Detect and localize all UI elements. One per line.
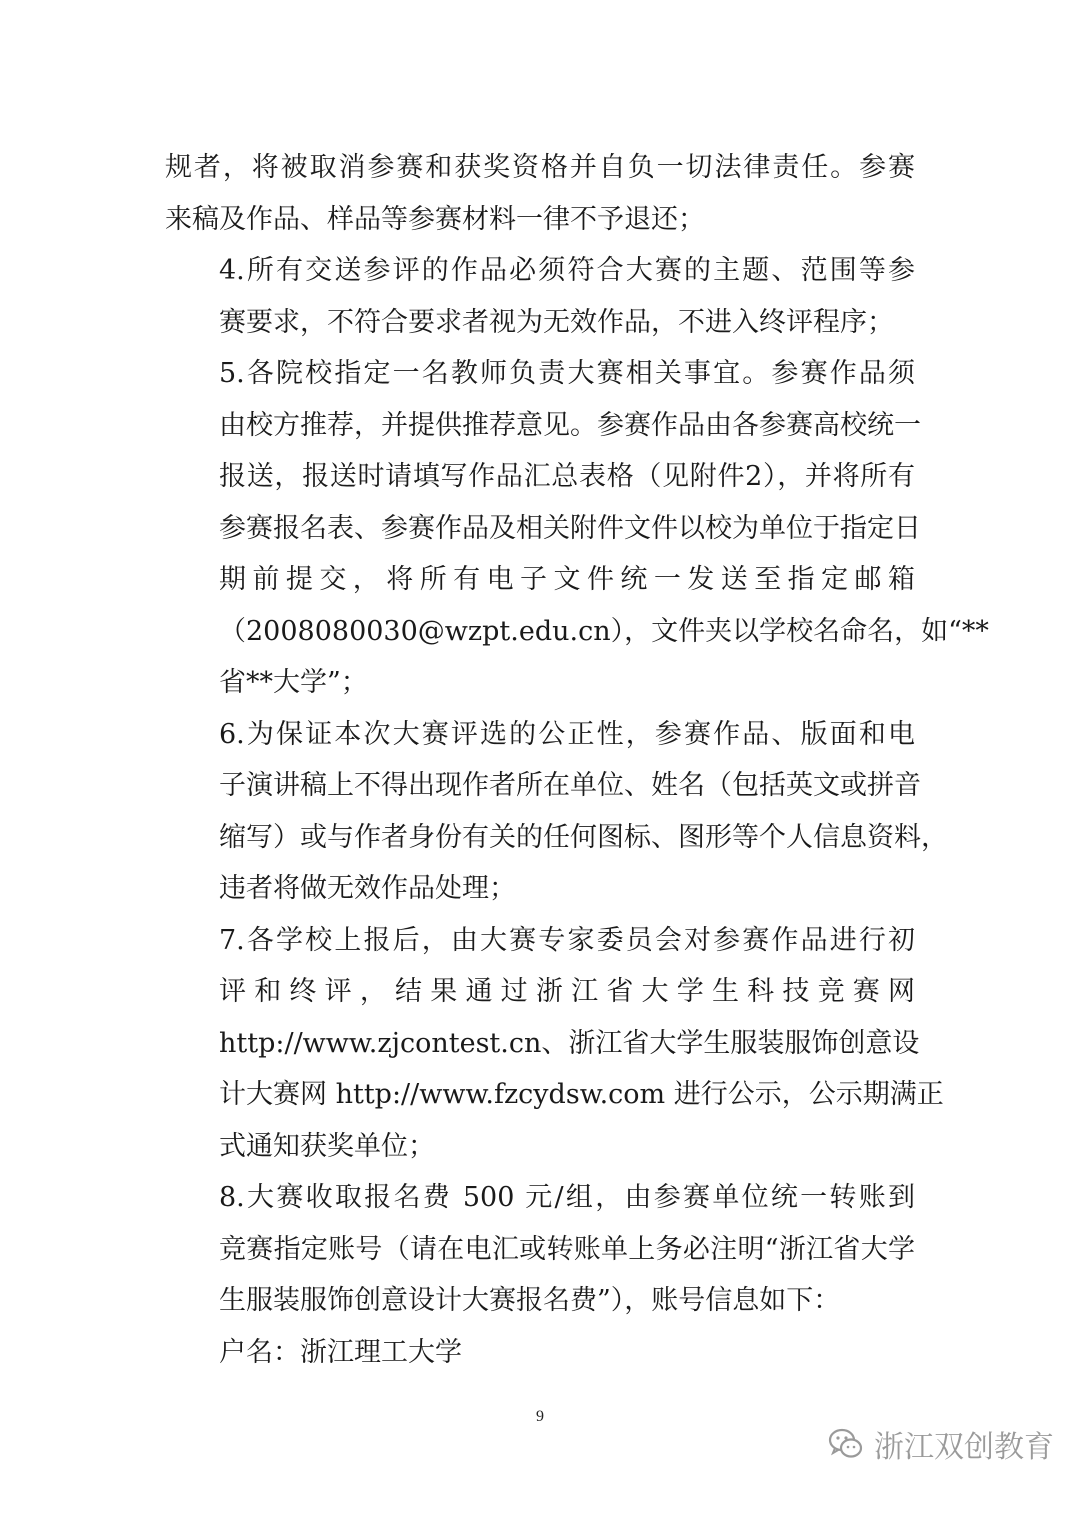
text-line: 报送，报送时请填写作品汇总表格（见附件2），并将所有 <box>219 461 915 492</box>
text-line: 户名：浙江理工大学 <box>219 1336 462 1368</box>
paragraph <box>165 348 989 709</box>
paragraph <box>165 1327 915 1379</box>
watermark-text: 浙江双创教育 <box>874 1430 1054 1465</box>
text-line: 7.各学校上报后，由大赛专家委员会对参赛作品进行初 <box>219 924 915 956</box>
text-line: 式通知获奖单位； <box>219 1130 435 1162</box>
text-line: 评和终评，结果通过浙江省大学生科技竞赛网 <box>219 976 915 1007</box>
text-line: http://www.zjcontest.cn、浙江省大学生服装服饰创意设 <box>219 1027 920 1059</box>
paragraph <box>165 915 944 1173</box>
watermark <box>828 1422 1054 1466</box>
text-line: 5.各院校指定一名教师负责大赛相关事宜。参赛作品须 <box>219 358 915 389</box>
text-line: 由校方推荐，并提供推荐意见。参赛作品由各参赛高校统一 <box>219 409 921 441</box>
text-line: 省**大学”； <box>219 667 368 698</box>
text-line: 计大赛网 http://www.fzcydsw.com 进行公示，公示期满正 <box>219 1079 944 1110</box>
text-line: 规者，将被取消参赛和获奖资格并自负一切法律责任。参赛 <box>165 152 915 183</box>
text-line: 期前提交，将所有电子文件统一发送至指定邮箱 <box>219 564 915 595</box>
wechat-icon <box>828 1428 864 1460</box>
text-line: 4.所有交送参评的作品必须符合大赛的主题、范围等参 <box>219 255 915 286</box>
text-line: 来稿及作品、样品等参赛材料一律不予退还； <box>165 203 705 235</box>
text-line: 6.为保证本次大赛评选的公正性，参赛作品、版面和电 <box>219 718 915 750</box>
paragraph <box>165 142 915 245</box>
page-number: 9 <box>536 1408 544 1425</box>
text-line: 违者将做无效作品处理； <box>219 873 516 904</box>
text-line: 缩写）或与作者身份有关的任何图标、图形等个人信息资料， <box>219 821 948 853</box>
text-line: 8.大赛收取报名费 500 元/组，由参赛单位统一转账到 <box>219 1182 915 1213</box>
text-line: 竞赛指定账号（请在电汇或转账单上务必注明“浙江省大学 <box>219 1233 915 1265</box>
text-line: 赛要求，不符合要求者视为无效作品，不进入终评程序； <box>219 306 894 338</box>
paragraph <box>165 709 948 915</box>
document-body <box>165 142 989 1378</box>
text-line: 子演讲稿上不得出现作者所在单位、姓名（包括英文或拼音 <box>219 770 921 801</box>
text-line: 参赛报名表、参赛作品及相关附件文件以校为单位于指定日 <box>219 512 921 544</box>
paragraph <box>165 1172 915 1327</box>
text-line: （2008080030@wzpt.edu.cn），文件夹以学校名命名，如“** <box>219 615 989 647</box>
paragraph <box>165 245 915 348</box>
text-line: 生服装服饰创意设计大赛报名费”），账号信息如下： <box>219 1285 841 1316</box>
